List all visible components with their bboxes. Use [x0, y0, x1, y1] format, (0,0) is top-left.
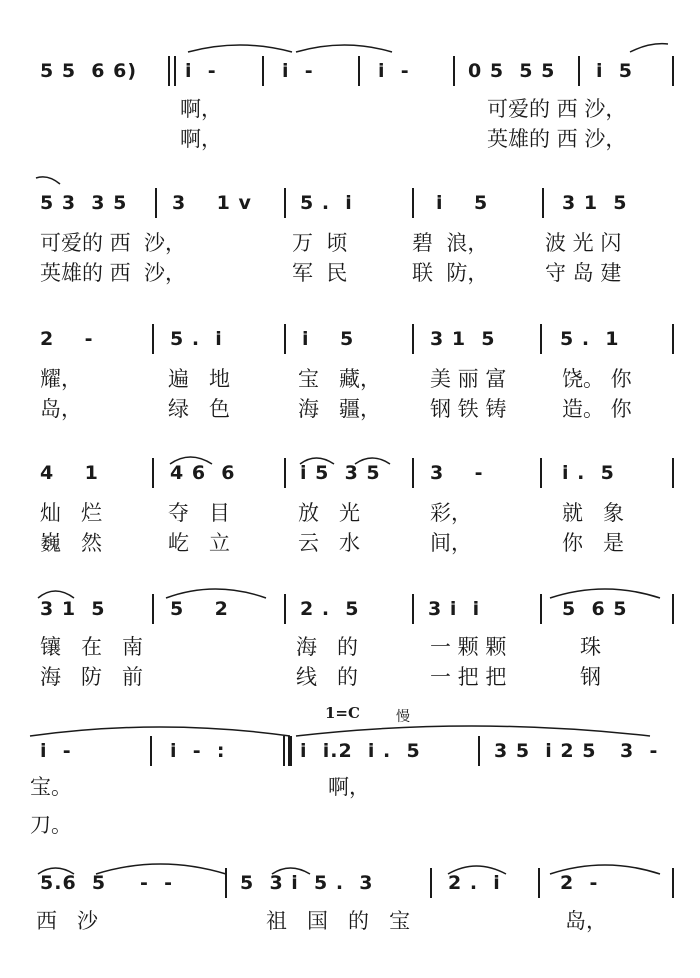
lyric: 波 光 闪 — [545, 231, 622, 255]
measure: i - — [40, 740, 72, 762]
measure: 2 - — [560, 872, 599, 894]
lyric: 岛， — [565, 909, 607, 933]
lyric-verse-2 — [0, 810, 700, 840]
lyric: 岛， — [40, 397, 82, 421]
lyric-verse-1 — [0, 364, 700, 394]
lyric: 线 的 — [296, 665, 359, 689]
lyric: 海 防 前 — [40, 665, 144, 689]
notation-row — [0, 866, 700, 900]
measure: 5 5 6 6) — [40, 60, 138, 82]
tempo-marking: 慢 — [396, 709, 410, 725]
measure: 5 3 i 5 . 3 — [240, 872, 374, 894]
slur-marks — [0, 0, 700, 60]
key-signature: 1=C — [325, 704, 360, 722]
lyric: 英雄的 西 沙， — [40, 261, 187, 285]
measure: 5 3 3 5 — [40, 192, 128, 214]
measure: i 5 — [302, 328, 355, 350]
lyric: 夺 目 — [168, 501, 231, 525]
lyric: 屹 立 — [168, 531, 231, 555]
measure: i 5 3 5 — [300, 462, 381, 484]
measure: i i.2 i . 5 — [300, 740, 421, 762]
lyric-verse-1 — [0, 228, 700, 258]
measure: 3 5 i 2 5 — [494, 740, 597, 762]
lyric: 就 象 — [562, 501, 625, 525]
measure: 3 - — [620, 740, 659, 762]
lyric: 间， — [430, 531, 472, 555]
lyric: 遍 地 — [168, 367, 231, 391]
lyric-verse-1 — [0, 772, 700, 802]
lyric: 钢 铁 铸 — [430, 397, 507, 421]
lyric: 耀， — [40, 367, 82, 391]
measure: 5 2 — [170, 598, 229, 620]
measure: 4 6 6 — [170, 462, 236, 484]
lyric: 西 沙 — [36, 909, 99, 933]
lyric: 刀。 — [30, 813, 72, 837]
lyric: 海 疆， — [298, 397, 382, 421]
measure: 4 1 — [40, 462, 99, 484]
lyric: 啊， — [180, 97, 222, 121]
measure: 5.6 5 — [40, 872, 107, 894]
measure: 3 1 5 — [562, 192, 628, 214]
measure: i - : — [170, 740, 226, 762]
measure: i 5 — [596, 60, 633, 82]
measure: 2 . i — [448, 872, 501, 894]
measure: 2 - — [40, 328, 94, 350]
lyric-verse-2 — [0, 258, 700, 288]
lyric: 绿 色 — [168, 397, 231, 421]
measure: 2 . 5 — [300, 598, 360, 620]
measure: i . 5 — [562, 462, 615, 484]
lyric: 彩， — [430, 501, 472, 525]
lyric: 可爱的 西 沙， — [40, 231, 187, 255]
measure: 3 1 5 — [430, 328, 496, 350]
notation-row — [0, 322, 700, 356]
lyric: 啊， — [180, 127, 222, 151]
measure: i - — [378, 60, 410, 82]
lyric: 可爱的 西 沙， — [487, 97, 627, 121]
measure: 5 . i — [300, 192, 353, 214]
notation-row — [0, 54, 700, 88]
lyric-verse-1 — [0, 498, 700, 528]
measure: i - — [185, 60, 217, 82]
measure: 3 1 5 — [40, 598, 106, 620]
lyric: 守 岛 建 — [545, 261, 622, 285]
lyric: 巍 然 — [40, 531, 103, 555]
notation-row — [0, 456, 700, 490]
lyric: 英雄的 西 沙， — [487, 127, 627, 151]
measure: 5 . 1 — [560, 328, 620, 350]
notation-row — [0, 186, 700, 220]
measure: 0 5 5 5 — [468, 60, 556, 82]
lyric: 灿 烂 — [40, 501, 103, 525]
lyric: 一 把 把 — [430, 665, 507, 689]
lyric-verse-2 — [0, 124, 700, 154]
notation-row — [0, 592, 700, 626]
lyric: 海 的 — [296, 635, 359, 659]
measure: 3 - — [430, 462, 484, 484]
lyric-verse-1 — [0, 632, 700, 662]
lyric: 祖 国 的 宝 — [266, 909, 411, 933]
lyric-verse-1 — [0, 906, 700, 936]
measure: 3 1 v — [172, 192, 252, 214]
lyric: 联 防， — [412, 261, 489, 285]
measure: i - — [282, 60, 314, 82]
measure: - - — [140, 872, 174, 894]
measure: 5 . i — [170, 328, 223, 350]
lyric: 造。 你 — [562, 397, 632, 421]
measure: 5 6 5 — [562, 598, 628, 620]
lyric: 啊， — [328, 775, 370, 799]
lyric: 珠 — [580, 635, 601, 659]
lyric: 一 颗 颗 — [430, 635, 507, 659]
measure: 3 i i — [428, 598, 481, 620]
lyric: 美 丽 富 — [430, 367, 507, 391]
lyric: 云 水 — [298, 531, 361, 555]
lyric: 镶 在 南 — [40, 635, 144, 659]
lyric: 万 顷 — [292, 231, 348, 255]
measure: i 5 — [436, 192, 489, 214]
lyric-verse-1 — [0, 94, 700, 124]
lyric: 放 光 — [298, 501, 361, 525]
notation-row — [0, 734, 700, 768]
lyric: 你 是 — [562, 531, 625, 555]
lyric: 军 民 — [292, 261, 348, 285]
lyric: 碧 浪， — [412, 231, 489, 255]
lyric: 宝。 — [30, 775, 72, 799]
lyric: 饶。 你 — [562, 367, 632, 391]
lyric: 宝 藏， — [298, 367, 382, 391]
lyric-verse-2 — [0, 528, 700, 558]
lyric: 钢 — [580, 665, 601, 689]
lyric-verse-2 — [0, 662, 700, 692]
lyric-verse-2 — [0, 394, 700, 424]
